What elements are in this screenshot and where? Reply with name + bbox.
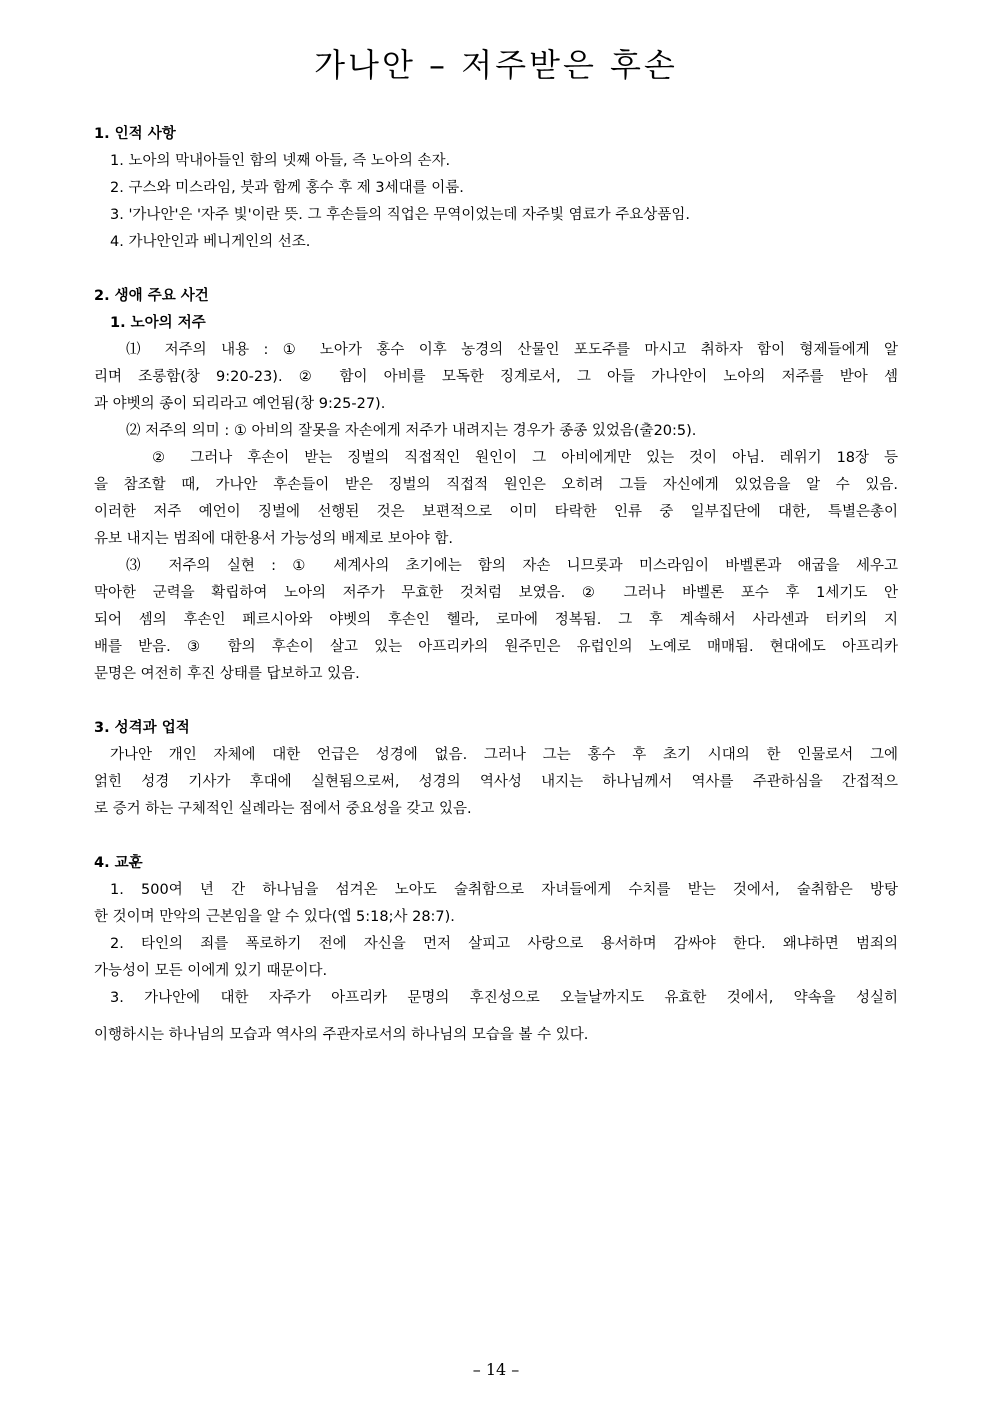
section-3-heading: 3. 성격과 업적	[94, 720, 190, 736]
paragraph-line: 로 증거 하는 구체적인 실례라는 점에서 중요성을 갖고 있음.	[94, 801, 472, 817]
paragraph-line: 한 것이며 만악의 근본임을 알 수 있다(엡 5:18;사 28:7).	[94, 909, 455, 925]
paragraph-line: 가능성이 모든 이에게 있기 때문이다.	[94, 963, 328, 979]
paragraph-line: 을 참조할 때, 가나안 후손들이 받은 징벌의 직접적 원인은 오히려 그들 자신에게 있었음을 알 수 있음.	[94, 477, 898, 493]
page-number: – 14 –	[472, 1360, 520, 1379]
section-gap	[94, 823, 898, 850]
paragraph-line: 문명은 여전히 후진 상태를 답보하고 있음.	[94, 666, 360, 682]
list-item: 4. 가나안인과 베니게인의 선조.	[110, 234, 311, 250]
section-gap	[94, 256, 898, 283]
paragraph-line: 유보 내지는 범죄에 대한용서 가능성의 배제로 보아야 함.	[94, 531, 454, 547]
paragraph-line: 3. 가나안에 대한 자주가 아프리카 문명의 후진성으로 오늘날까지도 유효한 것에서, 약속을 성실히	[110, 990, 898, 1006]
paragraph-line: ⑴ 저주의 내용 : ① 노아가 홍수 이후 농경의 산물인 포도주를 마시고 취하자 함이 형제들에게 알	[126, 342, 898, 358]
paragraph-line: 리며 조롱함(창 9:20-23). ② 함이 아비를 모독한 징계로서, 그 아들 가나안이 노아의 저주를 받아 셈	[94, 369, 898, 385]
paragraph-line: 얽힌 성경 기사가 후대에 실현됨으로써, 성경의 역사성 내지는 하나님께서 역사를 주관하심을 간접적으	[94, 774, 898, 790]
document-body	[94, 121, 898, 1049]
paragraph-line: ⑶ 저주의 실현 : ① 세계사의 초기에는 함의 자손 니므롯과 미스라임이 바벨론과 애굽을 세우고	[126, 558, 898, 574]
list-item: 2. 구스와 미스라임, 붓과 함께 홍수 후 제 3세대를 이룸.	[110, 180, 464, 196]
section-1-heading: 1. 인적 사항	[94, 126, 176, 142]
list-item: 1. 노아의 막내아들인 함의 넷째 아들, 즉 노아의 손자.	[110, 153, 451, 169]
paragraph-line: 과 야벳의 종이 되리라고 예언됨(창 9:25-27).	[94, 396, 386, 412]
paragraph-line: 1. 500여 년 간 하나님을 섬겨온 노아도 술취함으로 자녀들에게 수치를 받는 것에서, 술취함은 방탕	[110, 882, 898, 898]
paragraph-line: 가나안 개인 자체에 대한 언급은 성경에 없음. 그러나 그는 홍수 후 초기 시대의 한 인물로서 그에	[110, 747, 898, 763]
paragraph-line: 배를 받음. ③ 함의 후손이 살고 있는 아프리카의 원주민은 유럽인의 노예로 매매됨. 현대에도 아프리카	[94, 639, 898, 655]
paragraph-line: 이러한 저주 예언이 징벌에 선행된 것은 보편적으로 이미 타락한 인류 중 일부집단에 대한, 특별은총이	[94, 504, 898, 520]
subsection-heading: 1. 노아의 저주	[110, 315, 206, 331]
section-2-heading: 2. 생애 주요 사건	[94, 288, 209, 304]
paragraph-line: 2. 타인의 죄를 폭로하기 전에 자신을 먼저 살피고 사랑으로 용서하며 감싸야 한다. 왜냐하면 범죄의	[110, 936, 898, 952]
list-item: 3. '가나안'은 '자주 빛'이란 뜻. 그 후손들의 직업은 무역이었는데 자주빛 염료가 주요상품임.	[110, 207, 690, 223]
section-4-heading: 4. 교훈	[94, 855, 143, 871]
paragraph-line: 이행하시는 하나님의 모습과 역사의 주관자로서의 하나님의 모습을 볼 수 있다.	[94, 1027, 589, 1043]
page-title: 가나안 – 저주받은 후손	[314, 46, 678, 84]
paragraph-line: 되어 셈의 후손인 페르시아와 야벳의 후손인 헬라, 로마에 정복됨. 그 후 계속해서 사라센과 터키의 지	[94, 612, 898, 628]
section-gap	[94, 688, 898, 715]
paragraph-line: 막아한 군력을 확립하여 노아의 저주가 무효한 것처럼 보였음. ② 그러나 바벨론 포수 후 1세기도 안	[94, 585, 898, 601]
paragraph-line: ② 그러나 후손이 받는 징벌의 직접적인 원인이 그 아비에게만 있는 것이 아님. 레위기 18장 등	[152, 450, 898, 466]
paragraph-line: ⑵ 저주의 의미 : ① 아비의 잘못을 자손에게 저주가 내려지는 경우가 종종 있었음(출20:5).	[126, 423, 697, 439]
